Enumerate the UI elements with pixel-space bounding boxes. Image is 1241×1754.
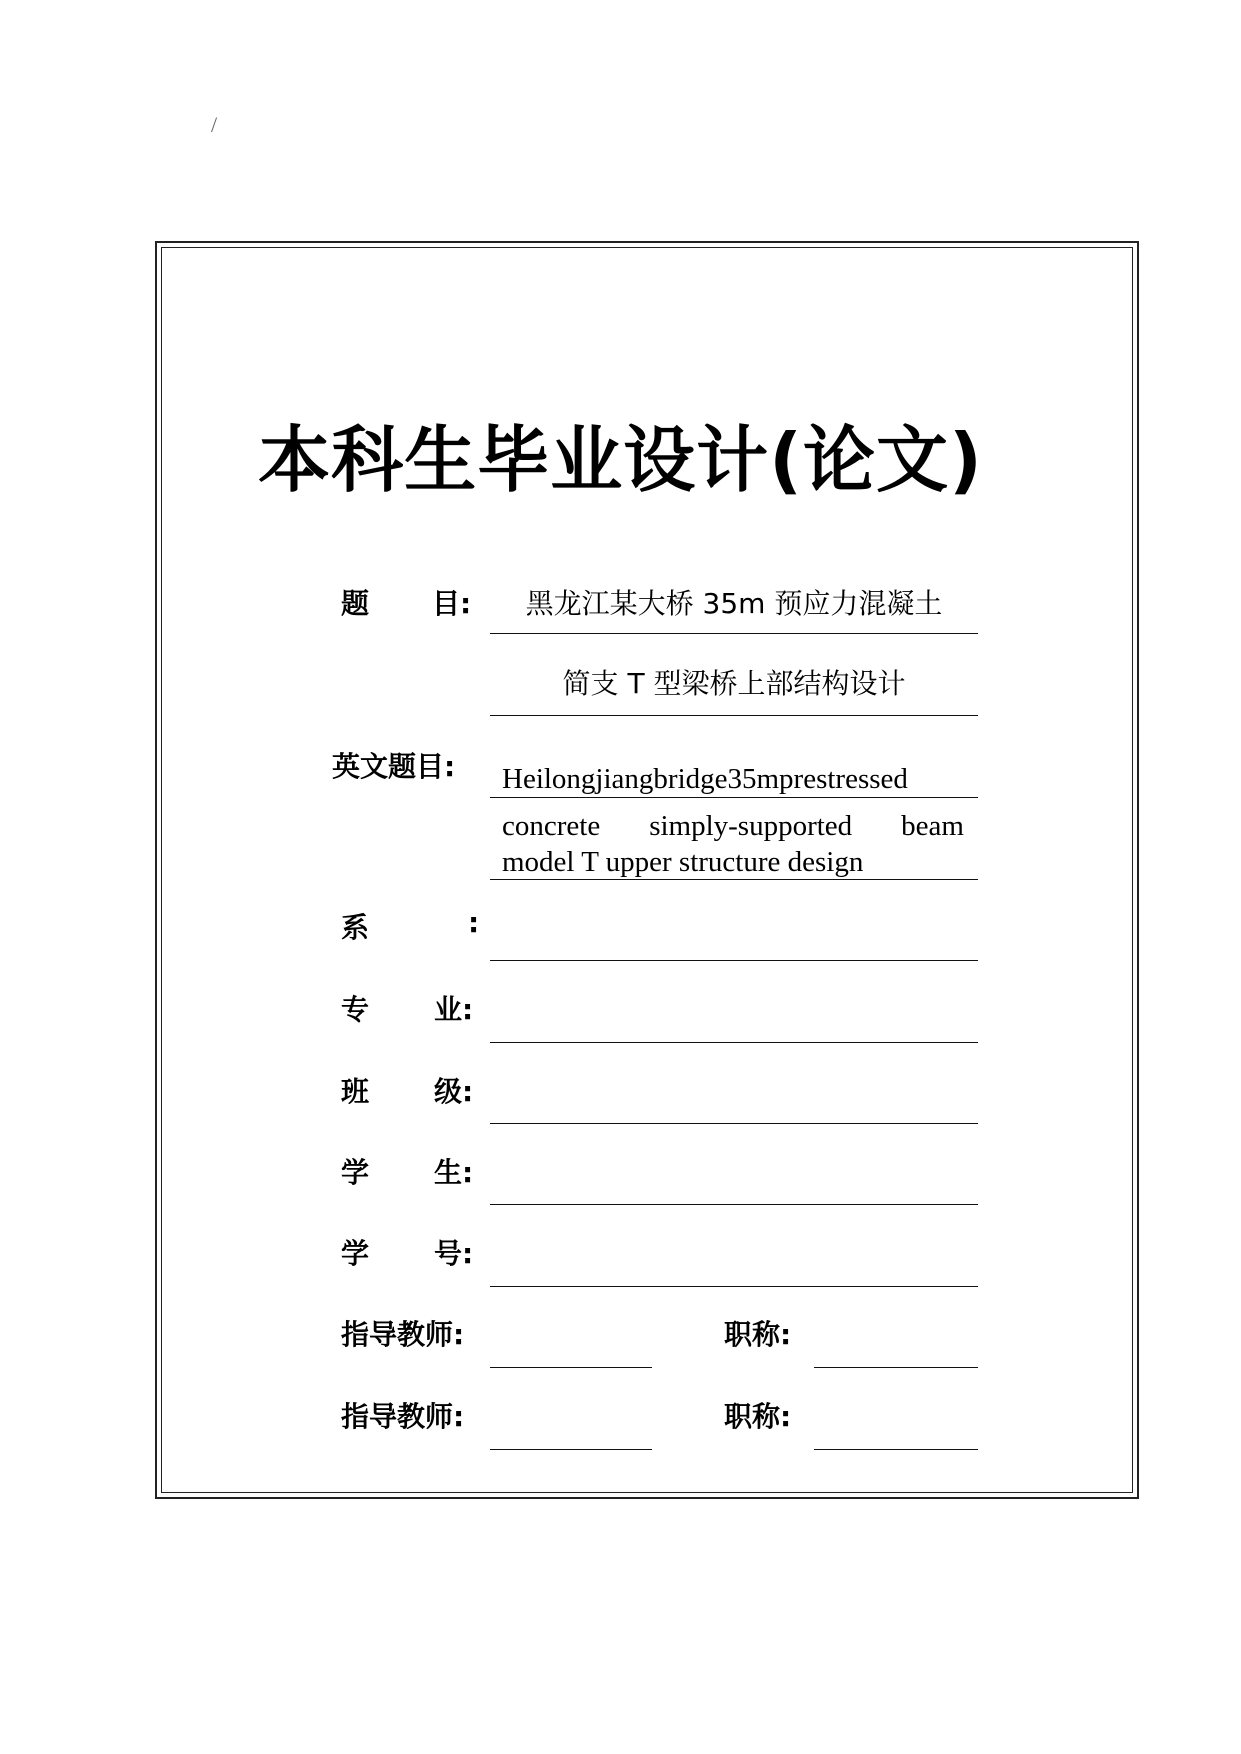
english-topic-label: 英文题目: <box>332 750 456 783</box>
major-field <box>490 1042 978 1043</box>
cover-title: 本科生毕业设计(论文) <box>258 418 983 502</box>
english-topic-word: simply-supported <box>649 810 853 842</box>
student-field <box>490 1204 978 1205</box>
advisor-label: 指导教师: <box>341 1400 465 1433</box>
english-topic-word: concrete <box>502 810 601 842</box>
topic-line-1: 黑龙江某大桥 35m 预应力混凝土 <box>525 587 943 620</box>
english-topic-underline-1 <box>490 797 978 798</box>
english-topic-line-2 <box>502 810 964 843</box>
department-field <box>490 960 978 961</box>
advisor-title-label: 职称: <box>724 1318 792 1351</box>
advisor-title-label: 职称: <box>724 1400 792 1433</box>
corner-mark: / <box>211 112 218 137</box>
english-topic-word: beam <box>901 810 964 842</box>
advisor-label: 指导教师: <box>341 1318 465 1351</box>
advisor-name-field <box>490 1449 652 1450</box>
english-topic-line-1: Heilongjiangbridge35mprestressed <box>502 763 908 795</box>
student-id-field <box>490 1286 978 1287</box>
english-topic-underline-2 <box>490 879 978 880</box>
advisor-title-field <box>814 1449 978 1450</box>
topic-underline-1 <box>490 633 978 634</box>
class-field <box>490 1123 978 1124</box>
advisor-title-field <box>814 1367 978 1368</box>
topic-underline-2 <box>490 715 978 716</box>
topic-line-2: 简支 T 型梁桥上部结构设计 <box>562 667 906 700</box>
english-topic-line-3: model T upper structure design <box>502 846 864 878</box>
advisor-name-field <box>490 1367 652 1368</box>
